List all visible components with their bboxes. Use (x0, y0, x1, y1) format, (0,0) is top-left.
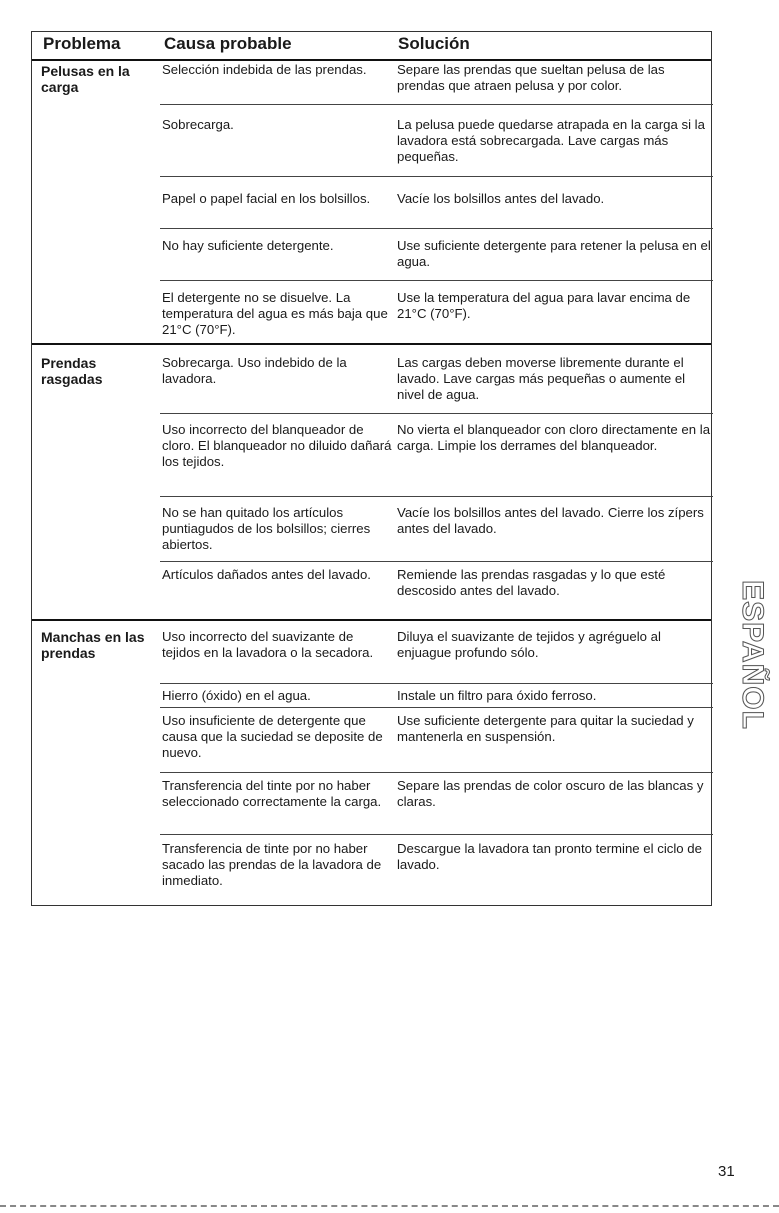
cause-text: Uso insuficiente de detergente que causa que la suciedad se deposite de nuevo. (162, 713, 383, 760)
solution-text: Separe las prendas que sueltan pelusa de las prendas que atraen pelusa y por color. (397, 62, 665, 93)
section-divider (32, 343, 711, 345)
cause-text: Papel o papel facial en los bolsillos. (162, 191, 371, 206)
cause-text: Selección indebida de las prendas. (162, 62, 367, 77)
header-cause: Causa probable (164, 34, 292, 53)
section-divider (32, 619, 711, 621)
cause-text: No se han quitado los artículos puntiagudos de los bolsillos; cierres abiertos. (162, 505, 371, 552)
row-divider (160, 707, 713, 708)
page-bottom-rule (0, 1205, 779, 1207)
solution-text: Separe las prendas de color oscuro de las blancas y claras. (397, 778, 704, 809)
cause-text: Transferencia del tinte por no haber seleccionado correctamente la carga. (162, 778, 382, 809)
solution-text: No vierta el blanqueador con cloro directamente en la carga. Limpie los derrames del blanqueador. (397, 422, 711, 453)
row-divider (160, 561, 713, 562)
solution-text: Instale un filtro para óxido ferroso. (397, 688, 597, 703)
row-divider (160, 104, 713, 105)
header-problem: Problema (43, 34, 121, 53)
row-divider (160, 280, 713, 281)
problem-stains: Manchas en las prendas (41, 629, 145, 661)
cause-text: Sobrecarga. (162, 117, 234, 132)
problem-torn: Prendas rasgadas (41, 355, 103, 387)
row-divider (160, 683, 713, 684)
cause-text: No hay suficiente detergente. (162, 238, 334, 253)
row-divider (160, 834, 713, 835)
problem-lint: Pelusas en la carga (41, 63, 130, 95)
solution-text: Use suficiente detergente para quitar la suciedad y mantenerla en suspensión. (397, 713, 694, 744)
solution-text: Vacíe los bolsillos antes del lavado. (397, 191, 605, 206)
solution-text: Descargue la lavadora tan pronto termine el ciclo de lavado. (397, 841, 702, 872)
language-tab (736, 562, 770, 748)
solution-text: Las cargas deben moverse libremente durante el lavado. Lave cargas más pequeñas o aumente el nivel de agua. (397, 355, 686, 402)
row-divider (160, 413, 713, 414)
solution-text: Diluya el suavizante de tejidos y agréguelo al enjuague profundo sólo. (397, 629, 661, 660)
cause-text: Hierro (óxido) en el agua. (162, 688, 311, 703)
cause-text: Uso incorrecto del suavizante de tejidos en la lavadora o la secadora. (162, 629, 374, 660)
solution-text: Vacíe los bolsillos antes del lavado. Cierre los zípers antes del lavado. (397, 505, 704, 536)
cause-text: El detergente no se disuelve. La temperatura del agua es más baja que 21°C (70°F). (162, 290, 388, 337)
row-divider (160, 176, 713, 177)
table-header (32, 32, 711, 61)
page-number: 31 (718, 1163, 735, 1180)
language-tab-label: ESPAÑOL (736, 580, 770, 730)
solution-text: Use suficiente detergente para retener la pelusa en el agua. (397, 238, 711, 269)
cause-text: Uso incorrecto del blanqueador de cloro. El blanqueador no diluido dañará los tejidos. (162, 422, 392, 469)
cause-text: Artículos dañados antes del lavado. (162, 567, 371, 582)
cause-text: Sobrecarga. Uso indebido de la lavadora. (162, 355, 347, 386)
troubleshooting-table (31, 31, 712, 906)
solution-text: Use la temperatura del agua para lavar encima de 21°C (70°F). (397, 290, 691, 321)
cause-text: Transferencia de tinte por no haber sacado las prendas de la lavadora de inmediato. (162, 841, 382, 888)
row-divider (160, 496, 713, 497)
row-divider (160, 772, 713, 773)
solution-text: La pelusa puede quedarse atrapada en la carga si la lavadora está sobrecargada. Lave cargas más pequeñas. (397, 117, 705, 164)
row-divider (160, 228, 713, 229)
header-solution: Solución (398, 34, 470, 53)
solution-text: Remiende las prendas rasgadas y lo que esté descosido antes del lavado. (397, 567, 666, 598)
